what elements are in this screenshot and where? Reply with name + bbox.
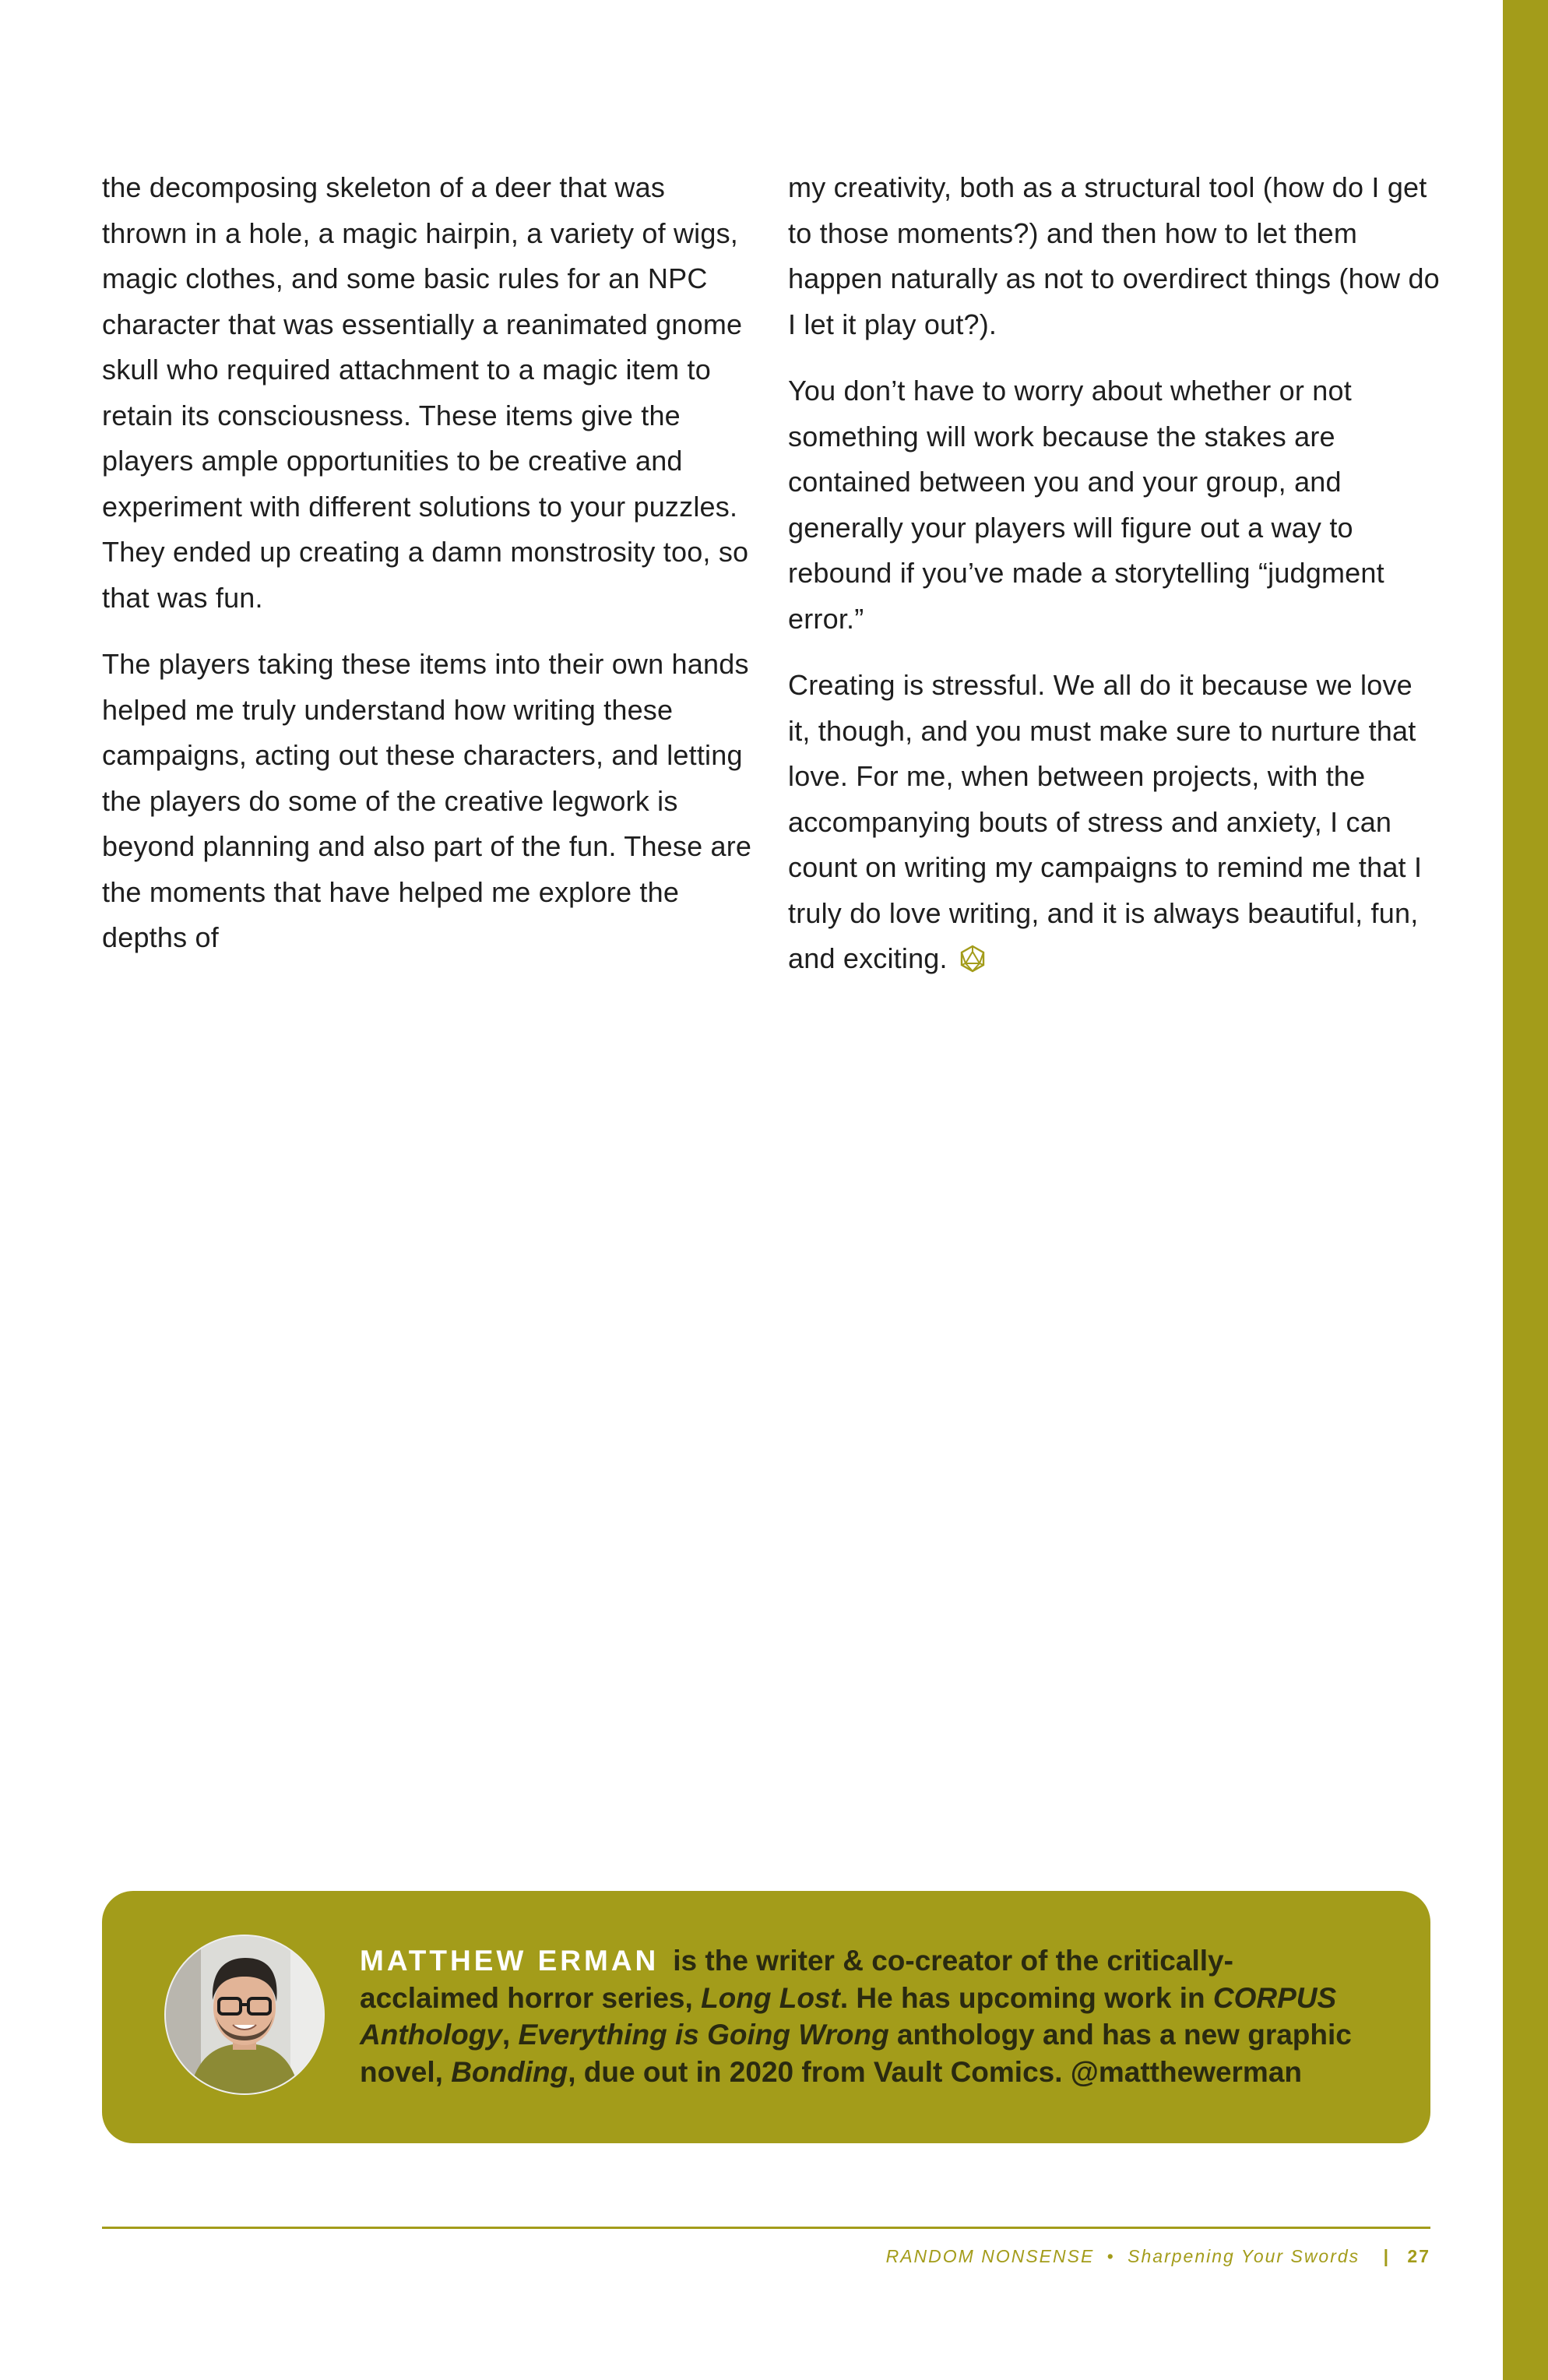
work-title: CORPUS Anthology [360, 1981, 1337, 2051]
author-name: MATTHEW ERMAN [360, 1945, 660, 1977]
bio-text-segment: is the writer & co-creator of the critically-acclaimed horror series, [360, 1945, 1233, 2014]
paragraph-text: Creating is stressful. We all do it because we love it, though, and you must make sure to nurture that love. For me, when between projects, with the accompanying bouts of stress and anxiety, I can count on writing my campaigns to remind me that I truly do love writing, and it is always beautiful, fun, and exciting. [788, 669, 1423, 974]
author-avatar [164, 1935, 325, 2095]
footer-separator: • [1106, 2246, 1115, 2266]
page-number: 27 [1407, 2246, 1430, 2266]
article-left-column [102, 165, 756, 982]
footer-divider [102, 2227, 1430, 2229]
paragraph: the decomposing skeleton of a deer that was thrown in a hole, a magic hairpin, a variety of wigs, magic clothes, and some basic rules for an NPC character that was essentially a reanimated gnome skull who required attachment to a magic item to retain its consciousness. These items give the players ample opportunities to be creative and experiment with different solutions to your puzzles. They ended up creating a damn monstrosity too, so that was fun. [102, 171, 749, 614]
paragraph-final [788, 663, 1442, 987]
side-accent-stripe [1503, 0, 1548, 2380]
paragraph: my creativity, both as a structural tool (how do I get to those moments?) and then how to let them happen naturally as not to overdirect things (how do I let it play out?). [788, 171, 1440, 340]
section-name: Sharpening Your Swords [1128, 2246, 1360, 2266]
publication-name: RANDOM NONSENSE [885, 2246, 1095, 2266]
article-right-column [788, 165, 1442, 1008]
work-title: Bonding [451, 2055, 568, 2088]
work-title: Everything is Going Wrong [518, 2019, 889, 2051]
bio-text-segment: , due out in 2020 from Vault Comics. @matthewerman [568, 2055, 1303, 2088]
d20-dice-icon [959, 941, 987, 987]
bio-text-segment: . He has upcoming work in [839, 1981, 1213, 2014]
work-title: Long Lost [701, 1981, 840, 2014]
running-footer [886, 2246, 1430, 2267]
bio-text-segment: , [501, 2019, 519, 2051]
author-bio-box [102, 1891, 1430, 2143]
paragraph: The players taking these items into their own hands helped me truly understand how writing these campaigns, acting out these characters, and letting the players do some of the creative legwork is beyond planning and also part of the fun. These are the moments that have helped me explore the depths of [102, 648, 752, 953]
bio-text-segment: anthology and has a new graphic novel, [360, 2019, 1352, 2088]
footer-bar: | [1383, 2246, 1391, 2266]
paragraph: You don’t have to worry about whether or not something will work because the stakes are contained between you and your group, and generally your players will figure out a way to rebound if you’ve made a storytelling “judgment error.” [788, 375, 1384, 635]
author-bio [360, 1942, 1372, 2090]
